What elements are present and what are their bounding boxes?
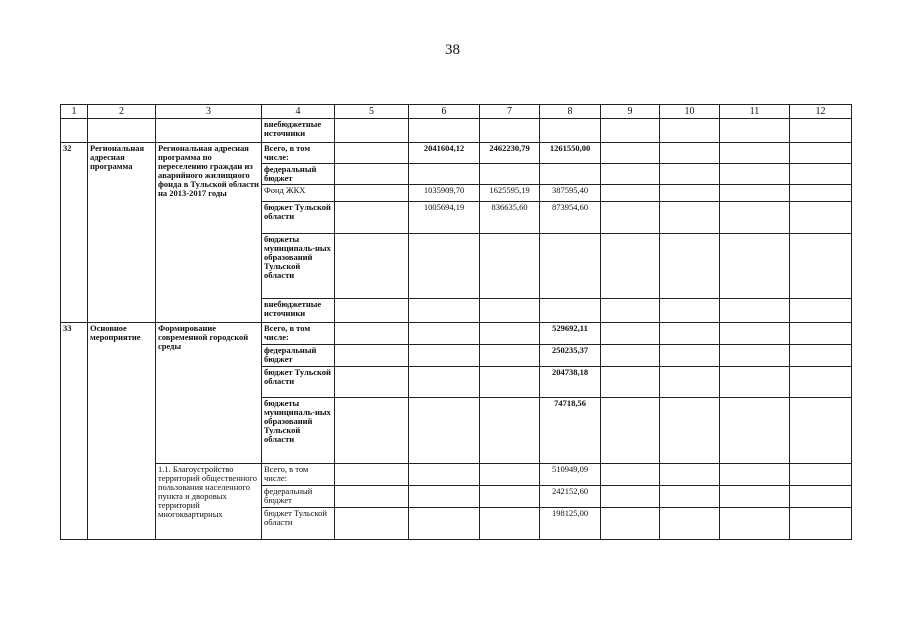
empty-cell [720, 345, 790, 367]
empty-cell [335, 119, 409, 143]
col-header: 7 [480, 105, 540, 119]
cell-value: 1261550,00 [540, 143, 601, 164]
empty-cell [480, 464, 540, 486]
empty-cell [540, 119, 601, 143]
empty-cell [540, 164, 601, 185]
col-header: 1 [61, 105, 88, 119]
empty-cell [660, 323, 720, 345]
empty-cell [601, 508, 660, 540]
empty-cell [790, 323, 852, 345]
cell-value: 836635,60 [480, 202, 540, 234]
cell-row-number: 33 [61, 323, 88, 540]
empty-cell [335, 508, 409, 540]
empty-cell [409, 486, 480, 508]
empty-cell [335, 202, 409, 234]
empty-cell [601, 367, 660, 398]
cell-source: бюджеты муниципаль-ных образований Тульской области [262, 398, 335, 464]
table-row [61, 464, 852, 486]
cell-value: 198125,00 [540, 508, 601, 540]
empty-cell [790, 508, 852, 540]
empty-cell [409, 234, 480, 299]
cell-source: Фонд ЖКХ [262, 185, 335, 202]
cell-value: 529692,11 [540, 323, 601, 345]
empty-cell [335, 486, 409, 508]
empty-cell [480, 398, 540, 464]
empty-cell [660, 486, 720, 508]
empty-cell [540, 234, 601, 299]
empty-cell [601, 119, 660, 143]
cell-value: 387595,40 [540, 185, 601, 202]
empty-cell [790, 345, 852, 367]
cell-value: 204738,18 [540, 367, 601, 398]
empty-cell [601, 185, 660, 202]
empty-cell [480, 164, 540, 185]
empty-cell [335, 367, 409, 398]
empty-cell [409, 398, 480, 464]
cell-source: Всего, в том числе: [262, 323, 335, 345]
cell-program-name: Региональная адресная программа по переселению граждан из аварийного жилищного фонда в Тульской области на 2013-2017 годы [156, 143, 262, 323]
empty-cell [480, 234, 540, 299]
empty-cell [720, 464, 790, 486]
empty-cell [335, 464, 409, 486]
cell-source: бюджеты муниципаль-ных образований Тульской области [262, 234, 335, 299]
empty-cell [660, 367, 720, 398]
empty-cell [601, 143, 660, 164]
empty-cell [660, 164, 720, 185]
cell-subprogram-name: 1.1. Благоустройство территорий общественного пользования населенного пункта и дворовых территорий многоквартирных [156, 464, 262, 540]
empty-cell [480, 367, 540, 398]
empty-cell [601, 486, 660, 508]
empty-cell [601, 323, 660, 345]
empty-cell [480, 299, 540, 323]
empty-cell [409, 323, 480, 345]
empty-cell [720, 202, 790, 234]
col-header: 3 [156, 105, 262, 119]
empty-cell [660, 345, 720, 367]
cell-status: Региональная адресная программа [88, 143, 156, 323]
cell-source: бюджет Тульской области [262, 508, 335, 540]
empty-cell [660, 234, 720, 299]
empty-cell [790, 464, 852, 486]
empty-cell [335, 345, 409, 367]
col-header: 12 [790, 105, 852, 119]
empty-cell [720, 299, 790, 323]
empty-cell [480, 486, 540, 508]
cell-value: 250235,37 [540, 345, 601, 367]
empty-cell [660, 119, 720, 143]
empty-cell [335, 234, 409, 299]
empty-cell [480, 345, 540, 367]
empty-cell [480, 508, 540, 540]
empty-cell [720, 398, 790, 464]
empty-cell [720, 164, 790, 185]
empty-cell [601, 164, 660, 185]
cell-source: федеральный бюджет [262, 345, 335, 367]
table-row [61, 119, 852, 143]
cell-source: федеральный бюджет [262, 486, 335, 508]
col-header: 4 [262, 105, 335, 119]
cell-value: 74718,56 [540, 398, 601, 464]
cell-source: федеральный бюджет [262, 164, 335, 185]
empty-cell [409, 367, 480, 398]
empty-cell [720, 508, 790, 540]
table-row [61, 323, 852, 345]
empty-cell [335, 185, 409, 202]
empty-cell [61, 119, 88, 143]
empty-cell [540, 299, 601, 323]
empty-cell [409, 464, 480, 486]
cell-source: внебюджетные источники [262, 299, 335, 323]
cell-value: 1005694,19 [409, 202, 480, 234]
cell-source: бюджет Тульской области [262, 367, 335, 398]
col-header: 8 [540, 105, 601, 119]
empty-cell [720, 367, 790, 398]
empty-cell [720, 234, 790, 299]
empty-cell [409, 164, 480, 185]
empty-cell [409, 508, 480, 540]
col-header: 6 [409, 105, 480, 119]
empty-cell [601, 345, 660, 367]
cell-row-number: 32 [61, 143, 88, 323]
cell-value: 2462230,79 [480, 143, 540, 164]
empty-cell [720, 185, 790, 202]
budget-table [60, 104, 852, 540]
empty-cell [601, 202, 660, 234]
empty-cell [480, 119, 540, 143]
empty-cell [88, 119, 156, 143]
empty-cell [790, 202, 852, 234]
empty-cell [409, 345, 480, 367]
empty-cell [790, 398, 852, 464]
empty-cell [660, 185, 720, 202]
empty-cell [790, 143, 852, 164]
cell-value: 1035909,70 [409, 185, 480, 202]
empty-cell [601, 464, 660, 486]
empty-cell [790, 234, 852, 299]
page-number: 38 [445, 42, 460, 58]
empty-cell [720, 143, 790, 164]
empty-cell [601, 234, 660, 299]
empty-cell [660, 464, 720, 486]
empty-cell [720, 119, 790, 143]
empty-cell [335, 398, 409, 464]
cell-program-name: Формирование современной городской среды [156, 323, 262, 464]
empty-cell [790, 299, 852, 323]
empty-cell [660, 299, 720, 323]
col-header: 5 [335, 105, 409, 119]
empty-cell [790, 185, 852, 202]
cell-value: 1625595,19 [480, 185, 540, 202]
cell-source: внебюджетные источники [262, 119, 335, 143]
table-row [61, 143, 852, 164]
empty-cell [660, 508, 720, 540]
cell-source: Всего, в том числе: [262, 464, 335, 486]
empty-cell [601, 398, 660, 464]
cell-value: 242152,60 [540, 486, 601, 508]
empty-cell [790, 119, 852, 143]
cell-source: Всего, в том числе: [262, 143, 335, 164]
col-header: 9 [601, 105, 660, 119]
empty-cell [790, 367, 852, 398]
empty-cell [480, 323, 540, 345]
empty-cell [409, 299, 480, 323]
empty-cell [790, 164, 852, 185]
col-header: 11 [720, 105, 790, 119]
empty-cell [660, 202, 720, 234]
cell-source: бюджет Тульской области [262, 202, 335, 234]
cell-value: 510949,09 [540, 464, 601, 486]
col-header: 10 [660, 105, 720, 119]
empty-cell [335, 143, 409, 164]
cell-value: 873954,60 [540, 202, 601, 234]
empty-cell [720, 486, 790, 508]
empty-cell [335, 164, 409, 185]
empty-cell [720, 323, 790, 345]
empty-cell [335, 323, 409, 345]
empty-cell [409, 119, 480, 143]
header-row [61, 105, 852, 119]
empty-cell [660, 143, 720, 164]
empty-cell [660, 398, 720, 464]
empty-cell [335, 299, 409, 323]
empty-cell [156, 119, 262, 143]
col-header: 2 [88, 105, 156, 119]
empty-cell [601, 299, 660, 323]
empty-cell [790, 486, 852, 508]
cell-value: 2041604,12 [409, 143, 480, 164]
cell-status: Основное мероприятие [88, 323, 156, 540]
